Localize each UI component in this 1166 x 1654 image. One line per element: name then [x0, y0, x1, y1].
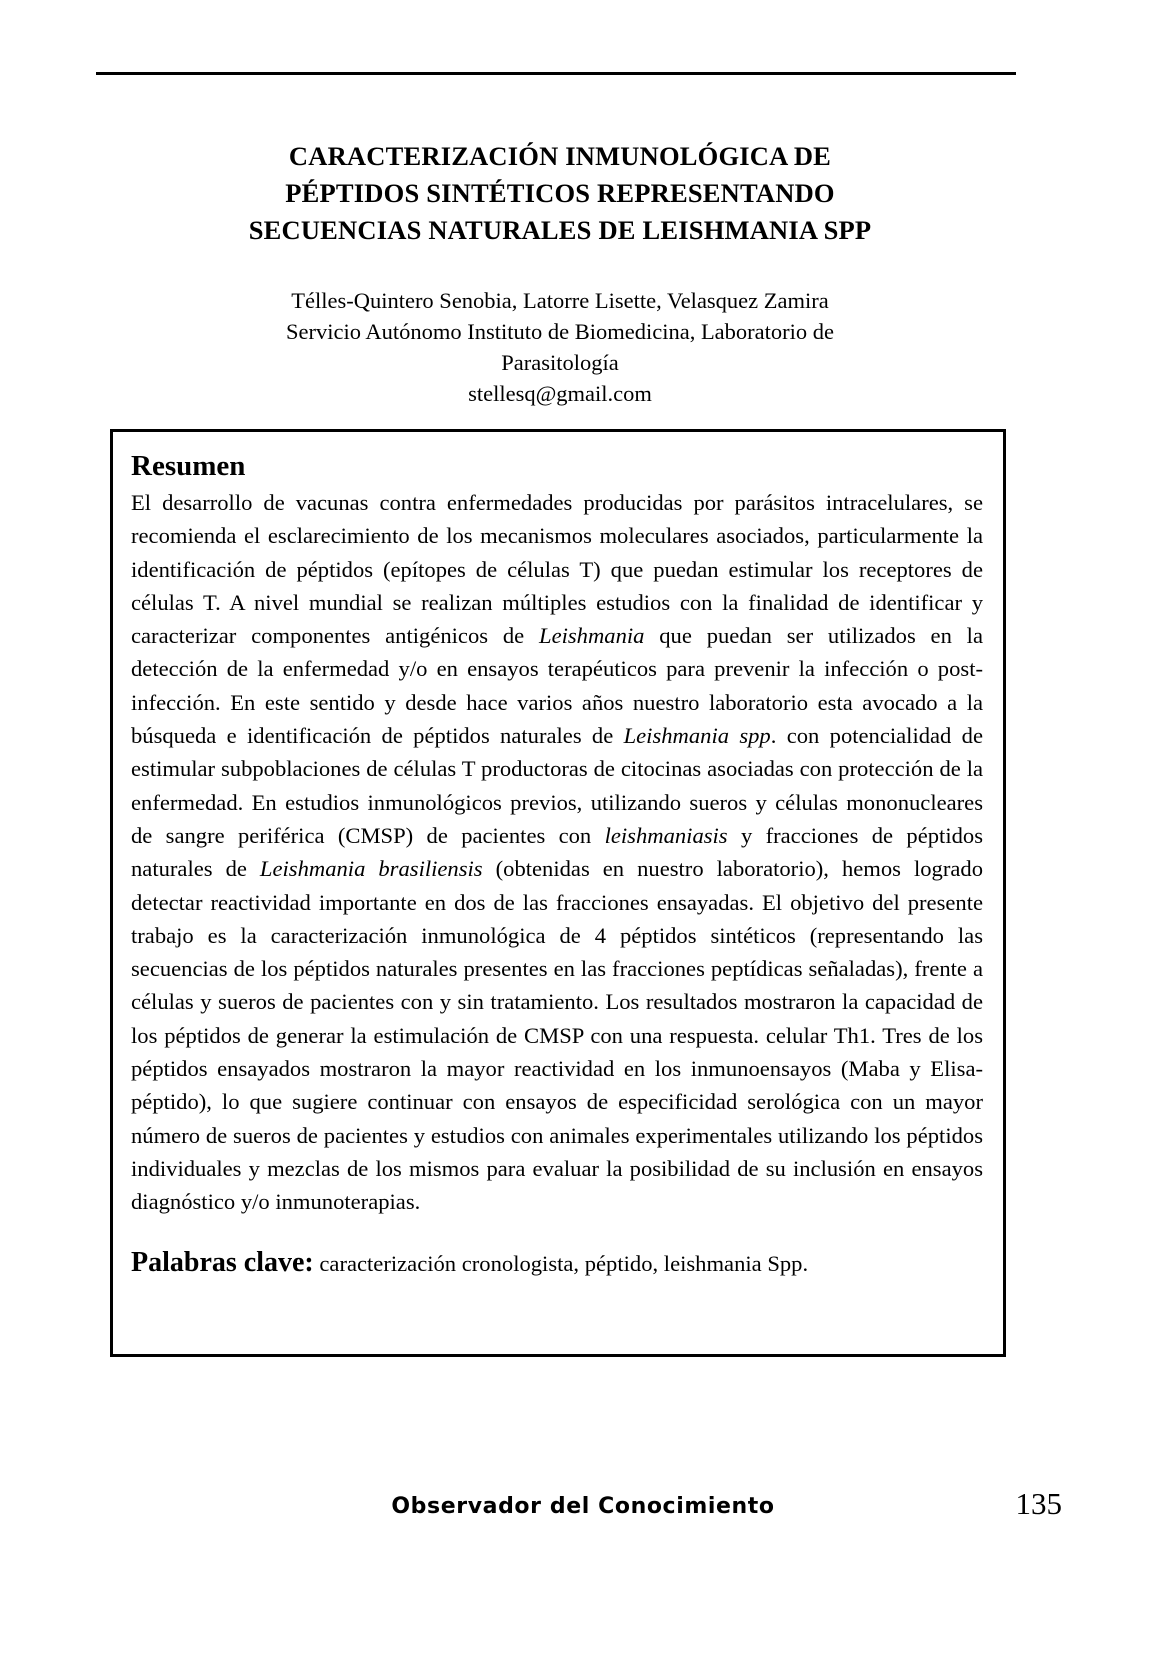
abstract-segment-4: y fracciones de péptidos naturales de [131, 822, 983, 882]
authors-list: Télles-Quintero Senobia, Latorre Lisette, Velasquez Zamira [291, 288, 829, 313]
title-line-1: CARACTERIZACIÓN INMUNOLÓGICA DE [288, 141, 832, 171]
footer-page-number: 135 [1015, 1486, 1062, 1521]
abstract-box [110, 429, 1006, 1357]
affiliation-line-1: Servicio Autónomo Instituto de Biomedicina, Laboratorio de [285, 319, 835, 344]
page-title [120, 138, 1000, 249]
keywords-label: Palabras clave: [131, 1246, 314, 1278]
affiliation-line-2: Parasitología [501, 350, 619, 375]
abstract-heading: Resumen [131, 450, 246, 482]
abstract-italic-3: leishmaniasis [604, 822, 728, 848]
page-footer [0, 1486, 1166, 1534]
contact-email: stellesq@gmail.com [468, 381, 652, 406]
keywords-value: caracterización cronologista, péptido, leishmania Spp. [313, 1250, 809, 1276]
abstract-segment-3: . con potencialidad de estimular subpoblaciones de células T productoras de citocinas asociadas con protección de la enfermedad. En estudios inmunológicos previos, utilizando sueros y células mononucleares de sangre periférica (CMSP) de pacientes con [131, 723, 983, 848]
abstract-italic-4: Leishmania brasiliensis [259, 856, 483, 882]
title-line-2: PÉPTIDOS SINTÉTICOS REPRESENTANDO [285, 178, 835, 208]
authors-affiliation [140, 285, 980, 409]
title-line-3: SECUENCIAS NATURALES DE LEISHMANIA SPP [248, 215, 872, 245]
abstract-italic-1: Leishmania [539, 623, 645, 649]
abstract-body [131, 486, 983, 1219]
header-divider [96, 72, 1016, 75]
abstract-segment-1: El desarrollo de vacunas contra enfermedades producidas por parásitos intracelulares, se recomienda el esclarecimiento de los mecanismos moleculares asociados, particularmente la identificación de péptidos (epítopes de células T) que puedan estimular los receptores de células T. A nivel mundial se realizan múltiples estudios con la finalidad de identificar y caracterizar componentes antigénicos de [131, 490, 983, 649]
abstract-segment-2: que puedan ser utilizados en la detección de la enfermedad y/o en ensayos terapéuticos para prevenir la infección o post-infección. En este sentido y desde hace varios años nuestro laboratorio esta avocado a la búsqueda e identificación de péptidos naturales de [131, 623, 983, 749]
keywords [131, 1247, 983, 1280]
abstract-segment-5: (obtenidas en nuestro laboratorio), hemos logrado detectar reactividad importante en dos de las fracciones ensayadas. El objetivo del presente trabajo es la caracterización inmunológica de 4 péptidos sintéticos (representando las secuencias de los péptidos naturales presentes en las fracciones peptídicas señaladas), frente a células y sueros de pacientes con y sin tratamiento. Los resultados mostraron la capacidad de los péptidos de generar la estimulación de CMSP con una respuesta. celular Th1. Tres de los péptidos ensayados mostraron la mayor reactividad en los inmunoensayos (Maba y Elisa-péptido), lo que sugiere continuar con ensayos de especificidad serológica con un mayor número de sueros de pacientes y estudios con animales experimentales utilizando los péptidos individuales y mezclas de los mismos para evaluar la posibilidad de su inclusión en ensayos diagnóstico y/o inmunoterapias. [131, 856, 983, 1215]
footer-journal-name: Observador del Conocimiento [391, 1494, 775, 1519]
abstract-italic-2: Leishmania spp [623, 723, 771, 749]
